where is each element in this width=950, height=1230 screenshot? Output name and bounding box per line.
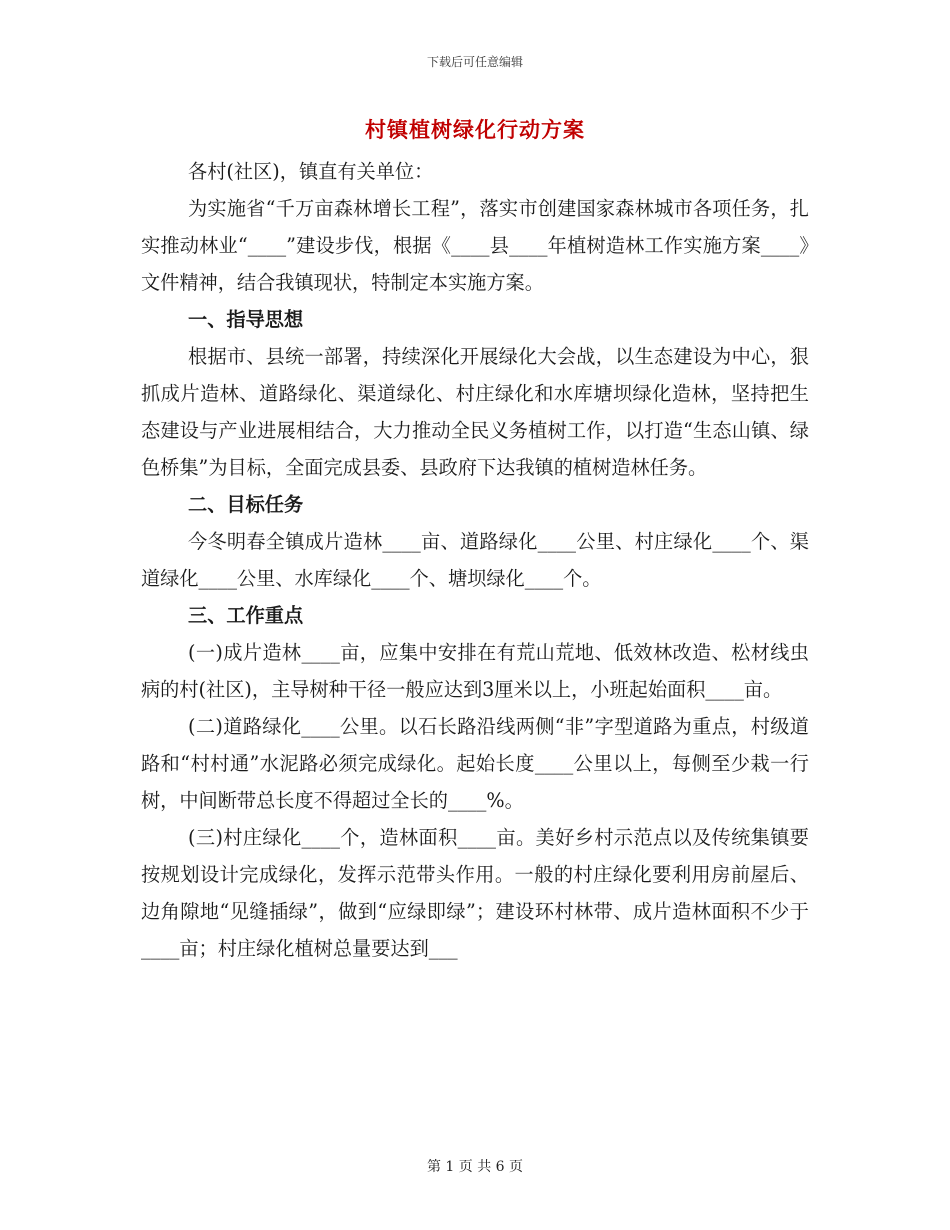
document-body bbox=[141, 153, 809, 967]
work-focus-item-3: (三)村庄绿化____个，造林面积____亩。美好乡村示范点以及传统集镇要按规划设计完成绿化，发挥示范带头作用。一般的村庄绿化要利用房前屋后、边角隙地“见缝插绿”，做到“应绿即绿”；建设环村林带、成片造林面积不少于____亩；村庄绿化植树总量要达到___ bbox=[141, 826, 809, 960]
header-note: 下载后可任意编辑 bbox=[426, 55, 523, 69]
document-title: 村镇植树绿化行动方案 bbox=[365, 117, 585, 142]
section-body-targets: 今冬明春全镇成片造林____亩、道路绿化____公里、村庄绿化____个、渠道绿化____公里、水库绿化____个、塘坝绿化____个。 bbox=[141, 530, 809, 590]
section-body-guiding-ideology: 根据市、县统一部署，持续深化开展绿化大会战，以生态建设为中心，狠抓成片造林、道路绿化、渠道绿化、村庄绿化和水库塘坝绿化造林，坚持把生态建设与产业进展相结合，大力推动全民义务植树工作，以打造“生态山镇、绿色桥集”为目标，全面完成县委、县政府下达我镇的植树造林任务。 bbox=[141, 345, 809, 479]
section-heading-guiding-ideology: 一、指导思想 bbox=[188, 308, 304, 331]
page-footer: 第 1 页 共 6 页 bbox=[426, 1159, 524, 1175]
section-heading-targets: 二、目标任务 bbox=[188, 493, 304, 516]
work-focus-item-1: (一)成片造林____亩，应集中安排在有荒山荒地、低效林改造、松材线虫病的村(社区)，主导树种干径一般应达到3厘米以上，小班起始面积____亩。 bbox=[141, 641, 809, 701]
work-focus-item-2: (二)道路绿化____公里。以石长路沿线两侧“非”字型道路为重点，村级道路和“村村通”水泥路必须完成绿化。起始长度____公里以上，每侧至少栽一行树，中间断带总长度不得超过全长的____%。 bbox=[141, 715, 809, 812]
intro-paragraph: 为实施省“千万亩森林增长工程”，落实市创建国家森林城市各项任务，扎实推动林业“____”建设步伐，根据《____县____年植树造林工作实施方案____》文件精神，结合我镇现状，特制定本实施方案。 bbox=[141, 197, 809, 294]
salutation: 各村(社区)，镇直有关单位： bbox=[188, 160, 434, 183]
section-heading-work-focus: 三、工作重点 bbox=[188, 604, 304, 627]
